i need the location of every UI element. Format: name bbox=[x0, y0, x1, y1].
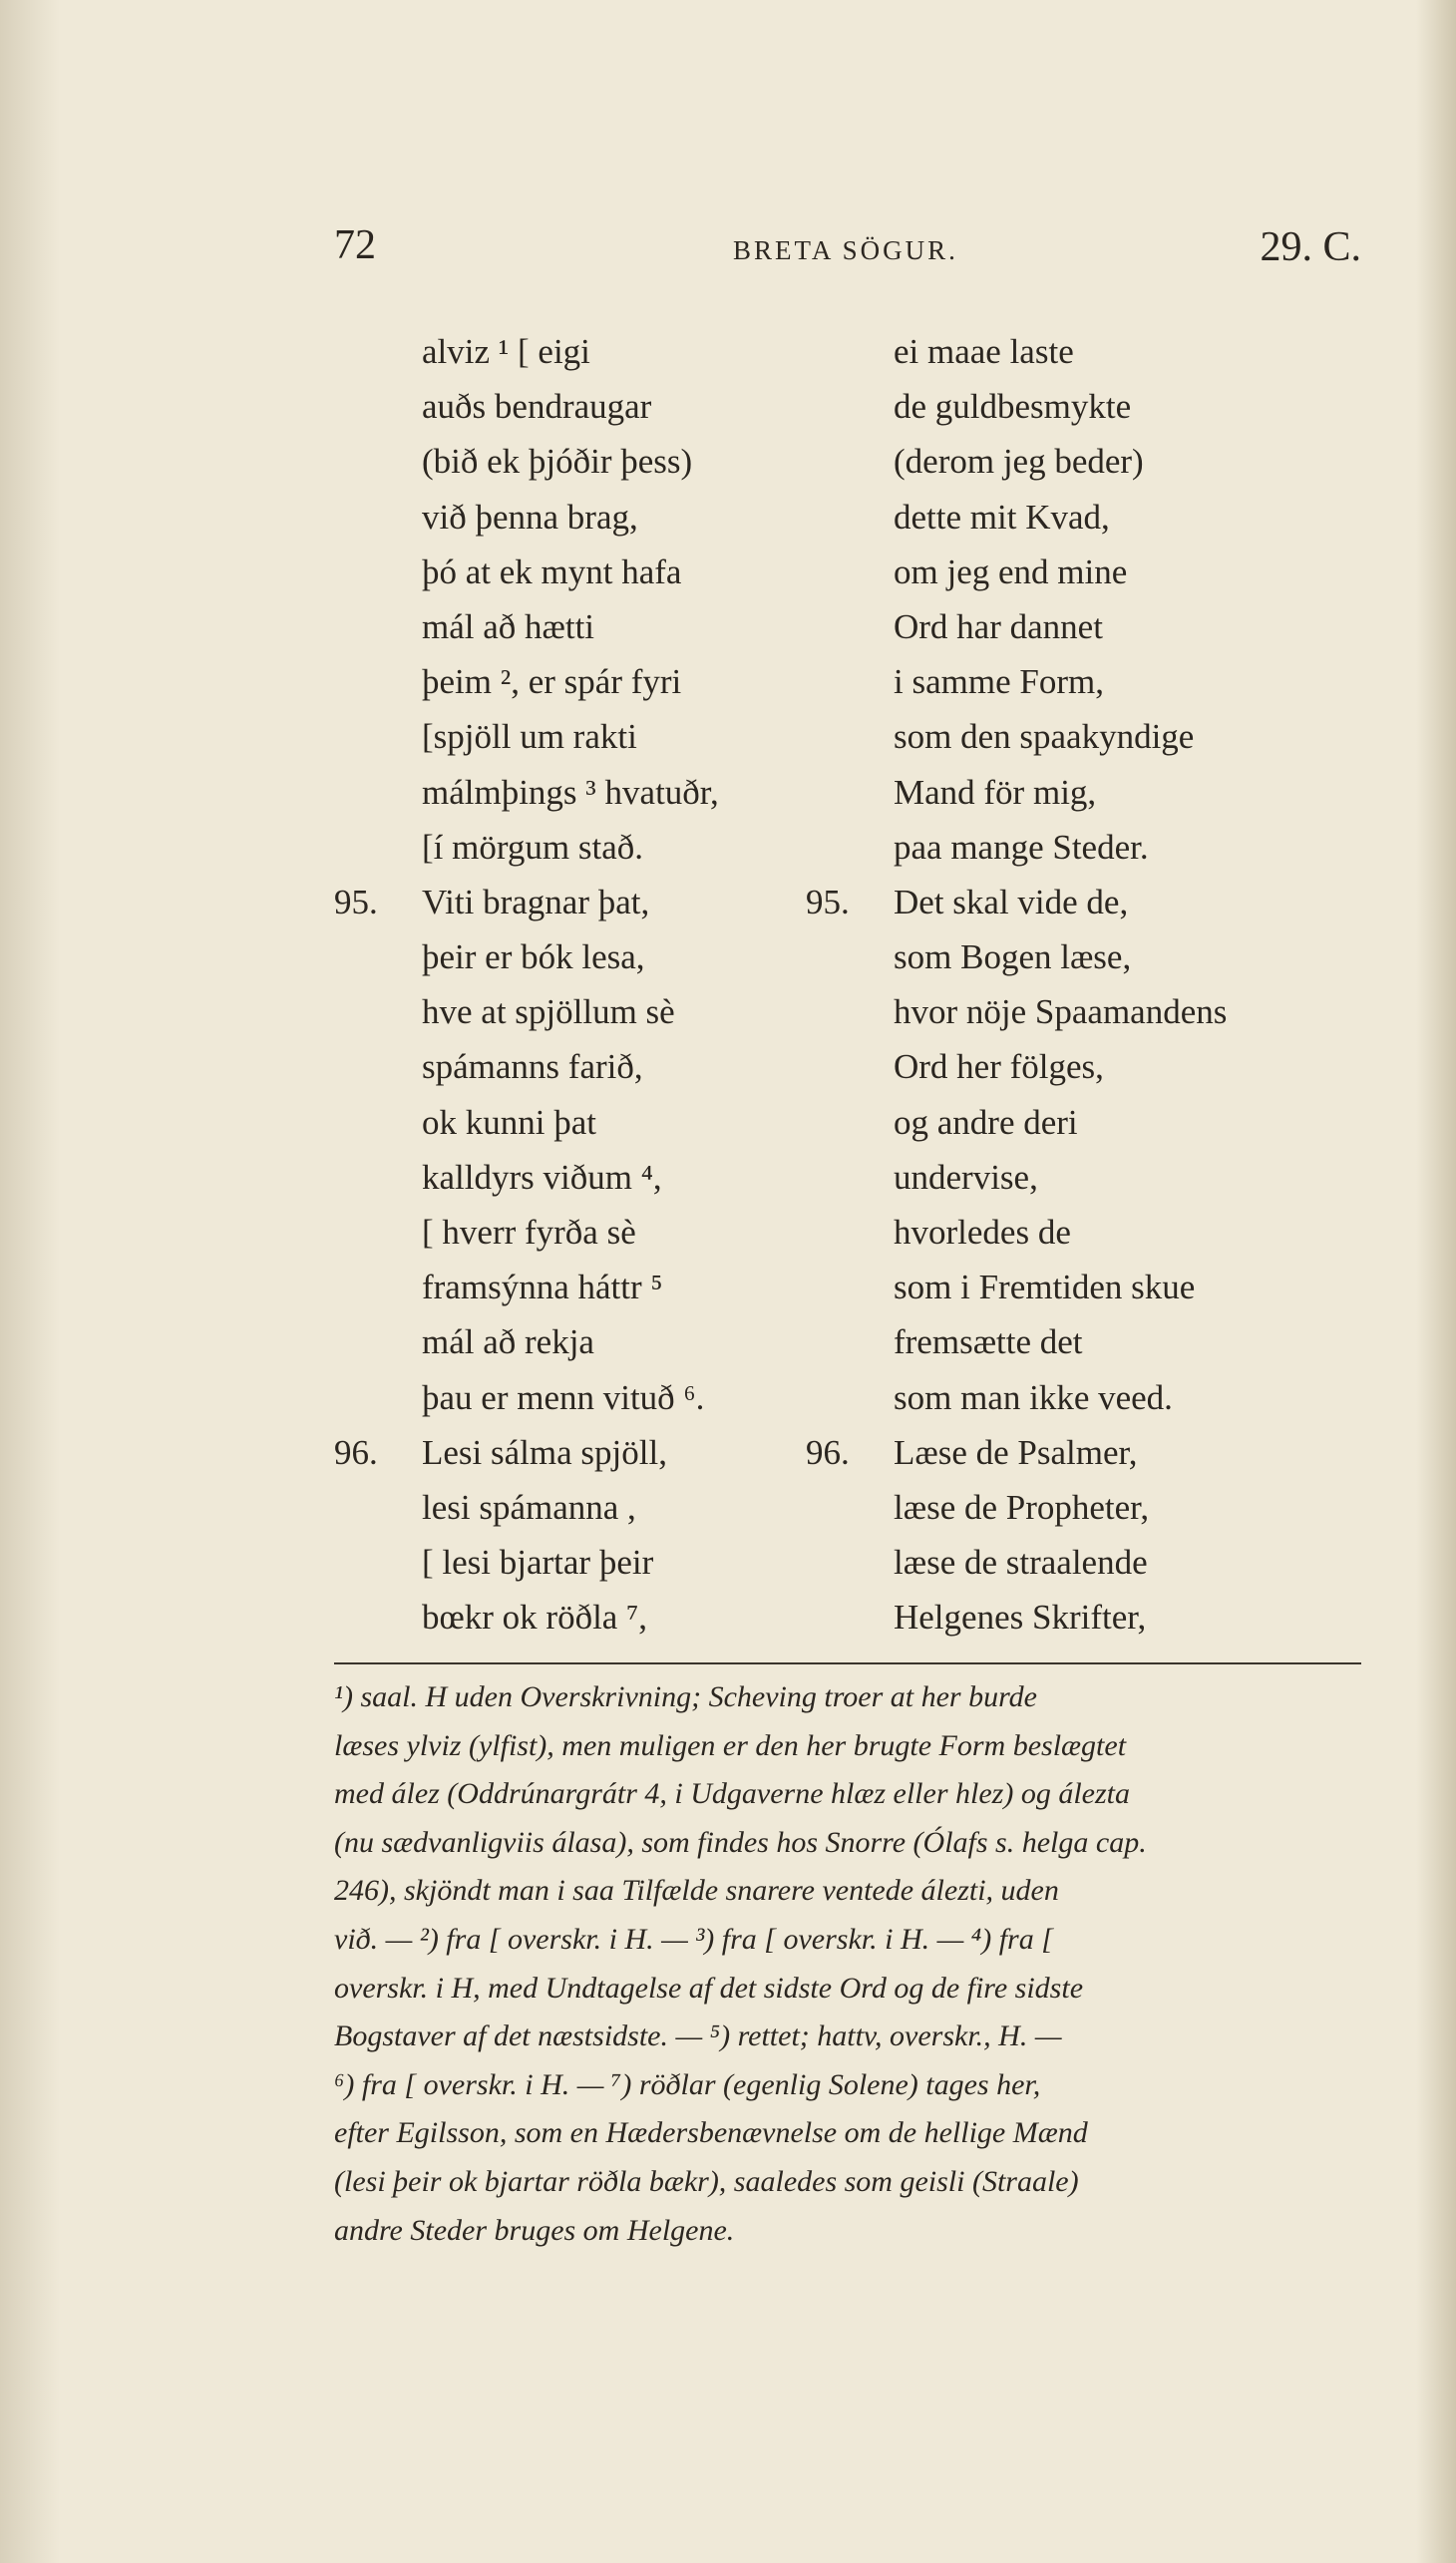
verse-line bbox=[806, 490, 1324, 545]
verse-text: ei maae laste bbox=[894, 332, 1074, 371]
verse-text: auðs bendraugar bbox=[422, 387, 652, 427]
page-number: 72 bbox=[334, 222, 376, 268]
footnote-line: Bogstaver af det næstsidste. — ⁵) rettet; hattv, overskr., H. — bbox=[334, 2019, 1062, 2053]
verse-line bbox=[806, 1205, 1324, 1260]
verse-text: málmþings ³ hvatuðr, bbox=[422, 772, 719, 812]
verse-line bbox=[806, 1590, 1324, 1645]
page-edge-left bbox=[0, 0, 60, 2563]
verse-line bbox=[334, 1314, 853, 1369]
verse-line bbox=[806, 984, 1324, 1039]
verse-text: Læse de Psalmer, bbox=[894, 1432, 1138, 1472]
verse-line bbox=[334, 984, 853, 1039]
verse-text: þeir er bók lesa, bbox=[422, 937, 645, 977]
footnote-line: overskr. i H, med Undtagelse af det sidste Ord og de fire sidste bbox=[334, 1971, 1084, 2005]
verse-line bbox=[334, 654, 853, 709]
verse-line bbox=[806, 434, 1324, 489]
verse-line bbox=[334, 545, 853, 599]
footnote-rule bbox=[334, 1662, 1361, 1664]
verse-text: om jeg end mine bbox=[894, 551, 1128, 591]
verse-text: (derom jeg beder) bbox=[894, 442, 1144, 482]
running-title: BRETA SÖGUR. bbox=[733, 235, 958, 265]
verse-text: hvor nöje Spaamandens bbox=[894, 992, 1228, 1032]
verse-line bbox=[806, 1425, 1324, 1480]
verse-line bbox=[334, 1535, 853, 1590]
verse-line bbox=[334, 929, 853, 984]
verse-text: Det skal vide de, bbox=[894, 882, 1129, 921]
verse-line bbox=[334, 1590, 853, 1645]
footnote-line: ⁶) fra [ overskr. i H. — ⁷) röðlar (egenlig Solene) tages her, bbox=[334, 2067, 1041, 2101]
verse-text: læse de Propheter, bbox=[894, 1487, 1150, 1527]
verse-line bbox=[334, 434, 853, 489]
old-norse-verse-column bbox=[334, 324, 853, 1646]
page-edge-right bbox=[1416, 0, 1456, 2563]
verse-line bbox=[334, 709, 853, 764]
verse-line bbox=[334, 490, 853, 545]
verse-text: og andre deri bbox=[894, 1102, 1078, 1142]
verse-text: þau er menn vituð ⁶. bbox=[422, 1377, 705, 1417]
verse-text: hvorledes de bbox=[894, 1213, 1071, 1252]
verse-text: som man ikke veed. bbox=[894, 1377, 1173, 1417]
page-header bbox=[334, 221, 1361, 281]
footnote-line: andre Steder bruges om Helgene. bbox=[334, 2213, 735, 2247]
verse-text: som Bogen læse, bbox=[894, 937, 1132, 977]
verse-text: hve at spjöllum sè bbox=[422, 992, 675, 1032]
verse-text: framsýnna háttr ⁵ bbox=[422, 1268, 663, 1307]
footnote-line: (lesi þeir ok bjartar röðla bækr), saaledes som geisli (Straale) bbox=[334, 2164, 1079, 2198]
verse-line bbox=[806, 820, 1324, 875]
verse-line bbox=[334, 1150, 853, 1205]
verse-text: [ lesi bjartar þeir bbox=[422, 1543, 654, 1583]
footnote-line: (nu sædvanligviis álasa), som findes hos Snorre (Ólafs s. helga cap. bbox=[334, 1825, 1147, 1859]
verse-line bbox=[334, 1095, 853, 1150]
verse-text: þó at ek mynt hafa bbox=[422, 551, 682, 591]
verse-line bbox=[334, 820, 853, 875]
verse-text: bœkr ok röðla ⁷, bbox=[422, 1598, 648, 1638]
stanza-number: 95. bbox=[334, 882, 378, 921]
footnote-line: ¹) saal. H uden Overskrivning; Scheving troer at her burde bbox=[334, 1680, 1037, 1713]
verse-line bbox=[806, 1535, 1324, 1590]
verse-text: [ hverr fyrða sè bbox=[422, 1213, 636, 1252]
verse-line bbox=[334, 599, 853, 654]
verse-line bbox=[806, 324, 1324, 379]
verse-line bbox=[334, 1480, 853, 1535]
verse-line bbox=[806, 1260, 1324, 1314]
stanza-number: 96. bbox=[806, 1432, 850, 1472]
verse-text: þeim ², er spár fyri bbox=[422, 662, 682, 702]
verse-line bbox=[334, 1425, 853, 1480]
verse-text: [spjöll um rakti bbox=[422, 717, 637, 757]
verse-text: Mand för mig, bbox=[894, 772, 1097, 812]
stanza-number: 95. bbox=[806, 882, 850, 921]
verse-text: som i Fremtiden skue bbox=[894, 1268, 1196, 1307]
verse-text: mál að hætti bbox=[422, 606, 595, 646]
verse-text: de guldbesmykte bbox=[894, 387, 1132, 427]
verse-line bbox=[334, 324, 853, 379]
verse-line bbox=[334, 765, 853, 820]
footnote-line: efter Egilsson, som en Hædersbenævnelse om de hellige Mænd bbox=[334, 2116, 1088, 2150]
footnote-line: 246), skjöndt man i saa Tilfælde snarere ventede álezti, uden bbox=[334, 1874, 1059, 1908]
verse-text: Lesi sálma spjöll, bbox=[422, 1432, 667, 1472]
verse-line bbox=[806, 1314, 1324, 1369]
verse-line bbox=[334, 379, 853, 434]
verse-line bbox=[806, 379, 1324, 434]
verse-line bbox=[806, 1150, 1324, 1205]
verse-line bbox=[334, 1039, 853, 1094]
verse-text: paa mange Steder. bbox=[894, 827, 1149, 867]
verse-text: læse de straalende bbox=[894, 1543, 1148, 1583]
verse-text: kalldyrs viðum ⁴, bbox=[422, 1157, 662, 1197]
verse-text: Viti bragnar þat, bbox=[422, 882, 650, 921]
verse-text: som den spaakyndige bbox=[894, 717, 1195, 757]
verse-text: undervise, bbox=[894, 1157, 1038, 1197]
verse-text: (bið ek þjóðir þess) bbox=[422, 442, 693, 482]
verse-text: fremsætte det bbox=[894, 1322, 1083, 1362]
verse-text: Helgenes Skrifter, bbox=[894, 1598, 1147, 1638]
verse-line bbox=[806, 765, 1324, 820]
verse-line bbox=[806, 1370, 1324, 1425]
verse-text: dette mit Kvad, bbox=[894, 497, 1110, 537]
verse-line bbox=[334, 1370, 853, 1425]
verse-line bbox=[806, 1480, 1324, 1535]
verse-line bbox=[334, 1205, 853, 1260]
verse-line bbox=[806, 1039, 1324, 1094]
footnote-line: læses ylviz (ylfist), men muligen er den her brugte Form beslægtet bbox=[334, 1728, 1127, 1762]
verse-text: mál að rekja bbox=[422, 1322, 594, 1362]
verse-text: lesi spámanna , bbox=[422, 1487, 636, 1527]
verse-line bbox=[806, 599, 1324, 654]
verse-line bbox=[334, 875, 853, 929]
verse-text: ok kunni þat bbox=[422, 1102, 596, 1142]
verse-line bbox=[806, 545, 1324, 599]
verse-line bbox=[334, 1260, 853, 1314]
stanza-number: 96. bbox=[334, 1432, 378, 1472]
verse-text: alviz ¹ [ eigi bbox=[422, 332, 590, 371]
footnote-line: med ález (Oddrúnargrátr 4, i Udgaverne hlæz eller hlez) og álezta bbox=[334, 1777, 1130, 1811]
verse-line bbox=[806, 709, 1324, 764]
footnote-line: við. — ²) fra [ overskr. i H. — ³) fra [ overskr. i H. — ⁴) fra [ bbox=[334, 1922, 1053, 1956]
verse-text: Ord har dannet bbox=[894, 606, 1103, 646]
chapter-reference: 29. C. bbox=[1260, 224, 1361, 270]
verse-text: Ord her fölges, bbox=[894, 1047, 1104, 1087]
verse-line bbox=[806, 875, 1324, 929]
verse-text: [í mörgum stað. bbox=[422, 827, 643, 867]
verse-line bbox=[806, 929, 1324, 984]
verse-text: spámanns farið, bbox=[422, 1047, 643, 1087]
verse-text: við þenna brag, bbox=[422, 497, 638, 537]
verse-line bbox=[806, 1095, 1324, 1150]
verse-line bbox=[806, 654, 1324, 709]
footnotes bbox=[334, 1673, 1366, 2255]
verse-text: i samme Form, bbox=[894, 662, 1104, 702]
danish-translation-column bbox=[806, 324, 1324, 1646]
